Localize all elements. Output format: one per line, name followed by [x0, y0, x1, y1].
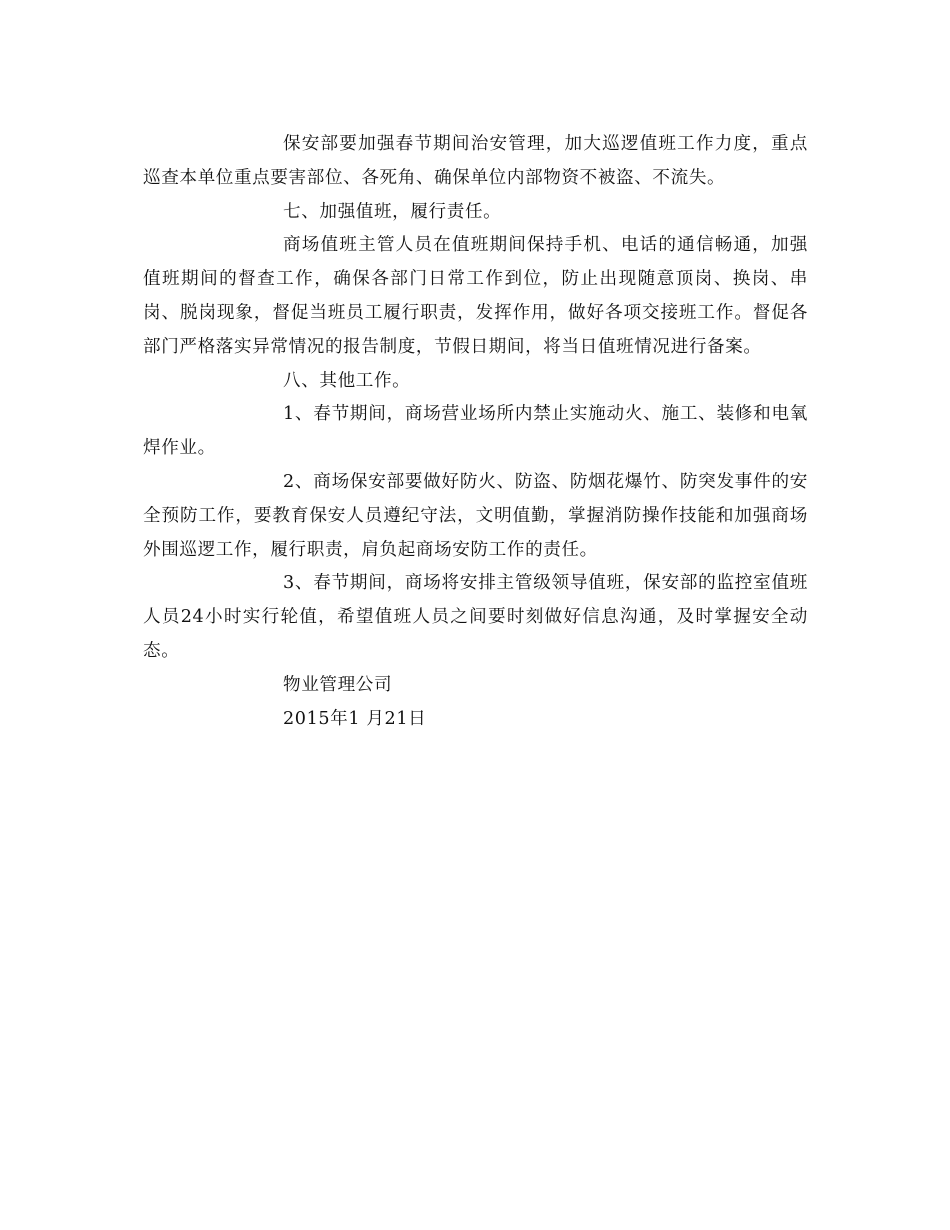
paragraph-duty-supervision: 商场值班主管人员在值班期间保持手机、电话的通信畅通，加强值班期间的督查工作，确保各部门日常工作到位，防止出现随意顶岗、换岗、串岗、脱岗现象，督促当班员工履行职责，发挥作用，做好各项交接班工作。督促各部门严格落实异常情况的报告制度，节假日期间，将当日值班情况进行备案。	[143, 235, 808, 357]
paragraph-item-2: 2、商场保安部要做好防火、防盗、防烟花爆竹、防突发事件的安全预防工作，要教育保安人员遵纪守法，文明值勤，掌握消防操作技能和加强商场外围巡逻工作，履行职责，肩负起商场安防工作的责任。	[143, 471, 808, 560]
signature-company: 物业管理公司	[283, 674, 393, 695]
heading-section-eight: 八、其他工作。	[283, 370, 411, 391]
paragraph-item-1: 1、春节期间，商场营业场所内禁止实施动火、施工、装修和电氧焊作业。	[143, 404, 808, 459]
signature-date: 2015年1 月21日	[283, 708, 427, 729]
paragraph-item-3: 3、春节期间，商场将安排主管级领导值班，保安部的监控室值班人员24小时实行轮值，希望值班人员之间要时刻做好信息沟通，及时掌握安全动态。	[143, 573, 808, 661]
heading-section-seven: 七、加强值班，履行责任。	[283, 201, 502, 222]
document-body	[143, 128, 808, 736]
paragraph-security-management: 保安部要加强春节期间治安管理，加大巡逻值班工作力度，重点巡查本单位重点要害部位、各死角、确保单位内部物资不被盗、不流失。	[143, 134, 808, 188]
